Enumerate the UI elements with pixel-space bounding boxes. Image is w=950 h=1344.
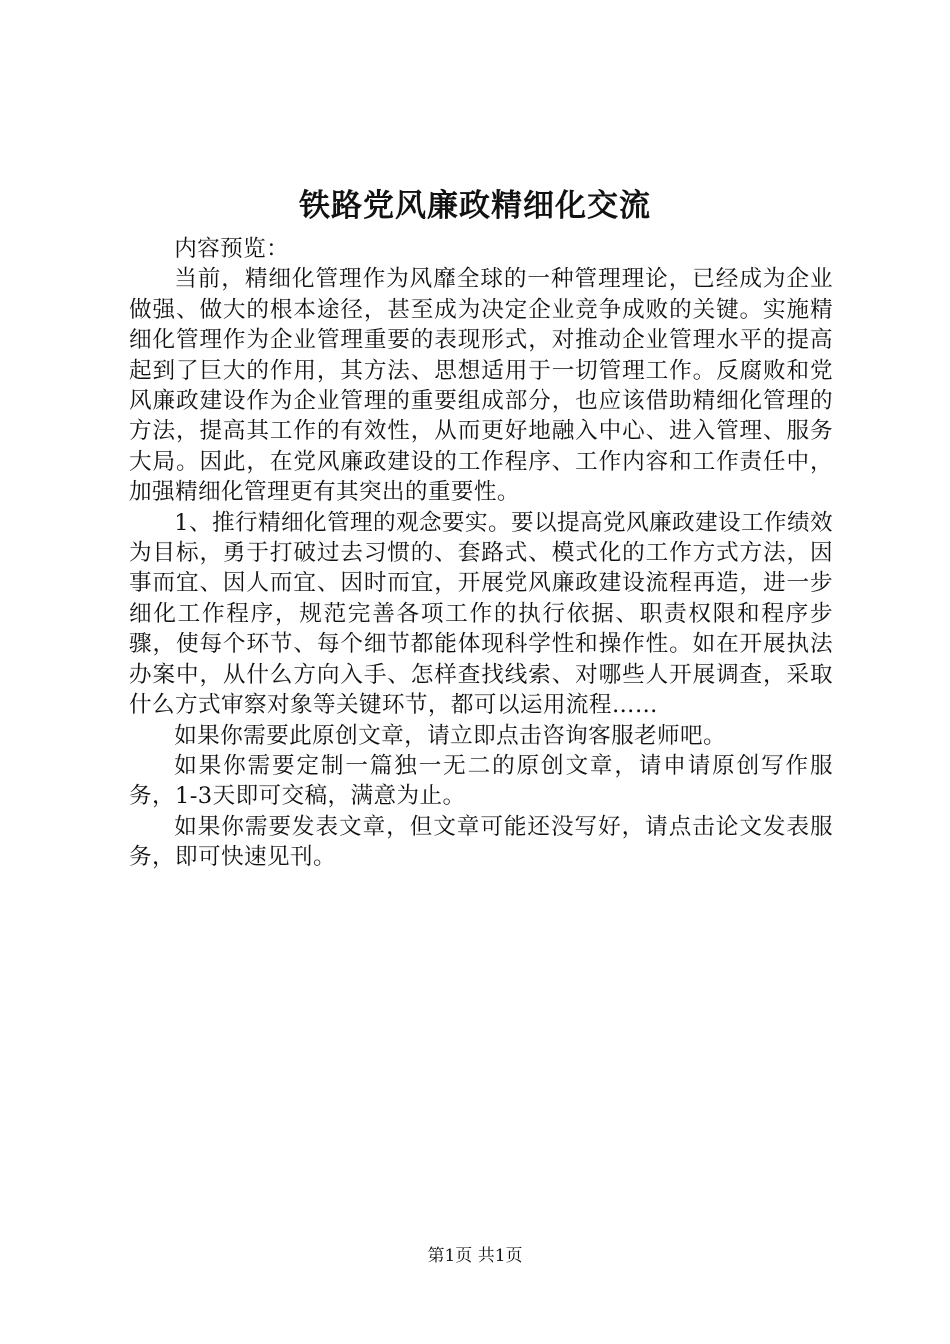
document-body (129, 234, 833, 873)
paragraph-point-1: 1、推行精细化管理的观念要实。要以提高党风廉政建设工作绩效为目标，勇于打破过去习惯的、套路式、模式化的工作方式方法，因事而宜、因人而宜、因时而宜，开展党风廉政建设流程再造，进一步细化工作程序，规范完善各项工作的执行依据、职责权限和程序步骤，使每个环节、每个细节都能体现科学性和操作性。如在开展执法办案中，从什么方向入手、怎样查找线索、对哪些人开展调查，采取什么方式审察对象等关键环节，都可以运用流程…… (129, 509, 833, 719)
paragraph-custom-writing: 如果你需要定制一篇独一无二的原创文章，请申请原创写作服务，1-3天即可交稿，满意为止。 (129, 752, 833, 810)
paragraph-publishing-service: 如果你需要发表文章，但文章可能还没写好，请点击论文发表服务，即可快速见刊。 (129, 813, 833, 871)
paragraph-intro: 当前，精细化管理作为风靡全球的一种管理理论，已经成为企业做强、做大的根本途径，甚至成为决定企业竞争成败的关键。实施精细化管理作为企业管理重要的表现形式，对推动企业管理水平的提高起到了巨大的作用，其方法、思想适用于一切管理工作。反腐败和党风廉政建设作为企业管理的重要组成部分，也应该借助精细化管理的方法，提高其工作的有效性，从而更好地融入中心、进入管理、服务大局。因此，在党风廉政建设的工作程序、工作内容和工作责任中，加强精细化管理更有其突出的重要性。 (129, 266, 833, 506)
paragraph-contact-service: 如果你需要此原创文章，请立即点击咨询客服老师吧。 (174, 722, 727, 749)
document-title: 铁路党风廉政精细化交流 (299, 188, 651, 224)
page-number: 第1页 共1页 (427, 1246, 523, 1266)
preview-label: 内容预览： (174, 236, 290, 262)
